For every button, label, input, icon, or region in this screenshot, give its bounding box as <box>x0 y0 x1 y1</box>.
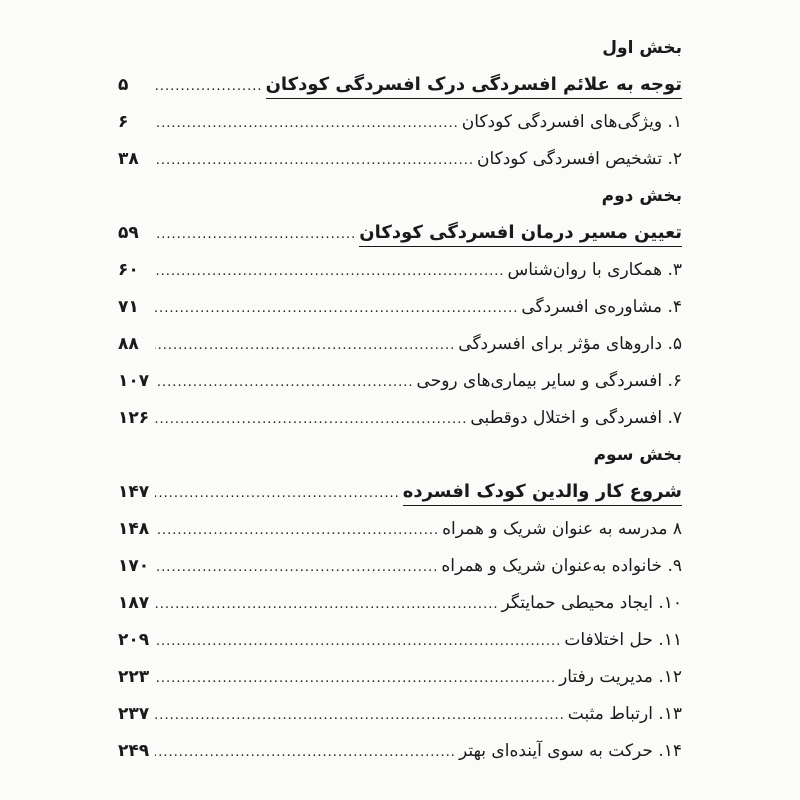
page-number: ۲۳۷ <box>118 704 150 724</box>
toc-entry <box>118 400 682 437</box>
leader-dots <box>155 475 400 512</box>
toc-entry <box>118 585 682 622</box>
leader-dots <box>155 105 459 142</box>
entry-title: ۱۲. مدیریت رفتار <box>559 667 682 687</box>
part-main-entry <box>118 474 682 511</box>
page-number: ۲۰۹ <box>118 630 150 650</box>
page-number: ۲۲۳ <box>118 667 150 687</box>
leader-dots <box>155 623 561 660</box>
entry-title: ۴. مشاوره‌ی افسردگی <box>521 297 682 317</box>
toc-entry <box>118 363 682 400</box>
entry-title: تعیین مسیر درمان افسردگی کودکان <box>359 220 682 247</box>
leader-dots <box>155 697 565 734</box>
page-number: ۱۴۷ <box>118 482 150 502</box>
toc-entry <box>118 326 682 363</box>
entry-title: شروع کار والدین کودک افسرده <box>403 479 682 506</box>
entry-title: ۵. داروهای مؤثر برای افسردگی <box>458 334 682 354</box>
toc-entry <box>118 622 682 659</box>
page-number: ۱۷۰ <box>118 556 150 576</box>
toc-entry <box>118 104 682 141</box>
entry-title: توجه به علائم افسردگی درک افسردگی کودکان <box>266 72 682 99</box>
toc-entry <box>118 696 682 733</box>
part-heading: بخش سوم <box>593 445 682 465</box>
leader-dots <box>155 364 414 401</box>
leader-dots <box>155 142 474 179</box>
page-number: ۸۸ <box>118 334 139 354</box>
entry-title: ۱۱. حل اختلافات <box>564 630 682 650</box>
leader-dots <box>155 216 356 253</box>
part-main-entry <box>118 215 682 252</box>
toc-entry <box>118 289 682 326</box>
leader-dots <box>155 660 556 697</box>
entry-title: ۹. خانواده به‌عنوان شریک و همراه <box>441 556 682 576</box>
page-number: ۳۸ <box>118 149 139 169</box>
toc-entry <box>118 141 682 178</box>
leader-dots <box>155 290 518 327</box>
page-number: ۲۴۹ <box>118 741 150 761</box>
part-main-entry <box>118 67 682 104</box>
leader-dots <box>155 586 498 623</box>
leader-dots <box>155 327 455 364</box>
leader-dots <box>155 734 456 771</box>
part-heading: بخش دوم <box>601 186 682 206</box>
page-number: ۷۱ <box>118 297 139 317</box>
entry-title: ۱۳. ارتباط مثبت <box>567 704 682 724</box>
entry-title: ۶. افسردگی و سایر بیماری‌های روحی <box>416 371 682 391</box>
part-heading: بخش اول <box>602 38 682 58</box>
toc-entry <box>118 548 682 585</box>
toc-entry <box>118 252 682 289</box>
page-number: ۱۰۷ <box>118 371 150 391</box>
leader-dots <box>155 512 439 549</box>
leader-dots <box>155 401 467 438</box>
entry-title: ۱. ویژگی‌های افسردگی کودکان <box>461 112 682 132</box>
table-of-contents <box>118 30 682 770</box>
page-number: ۱۸۷ <box>118 593 150 613</box>
leader-dots <box>155 68 263 105</box>
entry-title: ۱۰. ایجاد محیطی حمایتگر <box>501 593 682 613</box>
leader-dots <box>155 549 438 586</box>
entry-title: ۲. تشخیص افسردگی کودکان <box>476 149 682 169</box>
entry-title: ۸ مدرسه به عنوان شریک و همراه <box>442 519 682 539</box>
leader-dots <box>155 253 505 290</box>
page-number: ۱۴۸ <box>118 519 150 539</box>
page-number: ۶۰ <box>118 260 139 280</box>
toc-entry <box>118 659 682 696</box>
toc-entry <box>118 511 682 548</box>
page-number: ۵ <box>118 75 129 95</box>
toc-entry <box>118 733 682 770</box>
page-number: ۵۹ <box>118 223 139 243</box>
page-number: ۶ <box>118 112 129 132</box>
entry-title: ۳. همکاری با روان‌شناس <box>507 260 682 280</box>
page-number: ۱۲۶ <box>118 408 150 428</box>
entry-title: ۱۴. حرکت به سوی آینده‌ای بهتر <box>458 741 682 761</box>
entry-title: ۷. افسردگی و اختلال دوقطبی <box>470 408 682 428</box>
